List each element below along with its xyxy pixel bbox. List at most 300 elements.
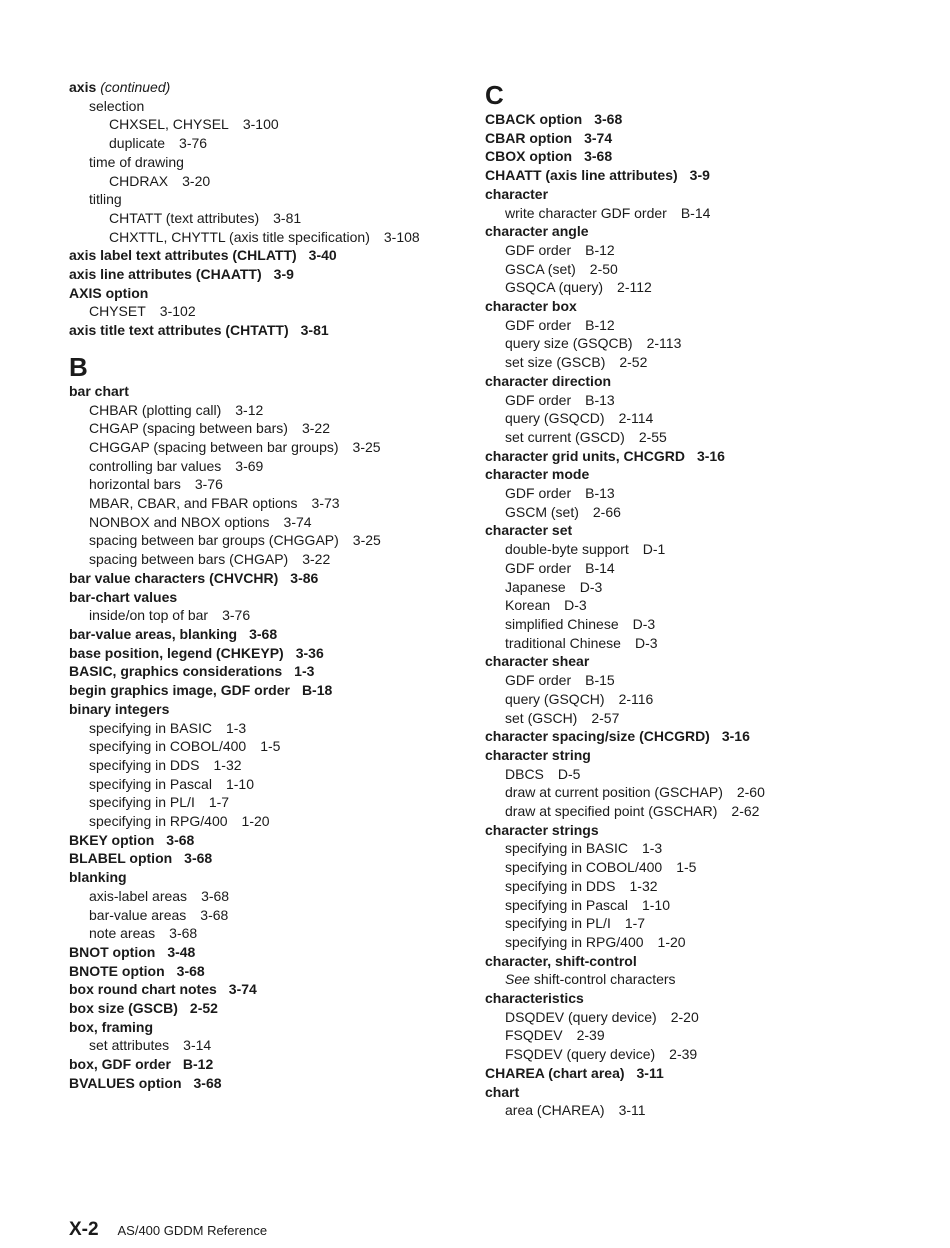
page-reference: 3-68 — [166, 831, 195, 848]
index-subentry — [485, 1045, 905, 1064]
entry-term: CHBAR (plotting call) — [89, 401, 222, 418]
entry-term: box round chart notes — [69, 981, 217, 998]
index-entry — [485, 110, 905, 129]
page-reference: 2-20 — [670, 1008, 699, 1025]
index-subentry — [69, 134, 469, 153]
index-entry — [485, 1064, 905, 1083]
entry-term: GSQCA (query) — [505, 279, 604, 296]
page-reference: 2-55 — [638, 428, 667, 445]
entry-term: BNOT option — [69, 943, 156, 960]
entry-term: GSCA (set) — [505, 260, 576, 277]
entry-term: query size (GSQCB) — [505, 335, 633, 352]
section-spacer — [69, 340, 469, 352]
page-reference: D-1 — [642, 541, 666, 558]
page-reference: 3-16 — [696, 447, 725, 464]
index-entry — [69, 980, 469, 999]
entry-term: area (CHAREA) — [505, 1102, 605, 1119]
page-reference: 3-16 — [721, 728, 750, 745]
entry-term: titling — [89, 191, 122, 208]
index-entry — [69, 382, 469, 401]
index-entry — [69, 943, 469, 962]
entry-term: axis-label areas — [89, 887, 188, 904]
page-reference: 1-5 — [676, 859, 697, 876]
entry-term: inside/on top of bar — [89, 607, 209, 624]
page-reference: 3-68 — [249, 625, 278, 642]
index-subentry — [485, 316, 905, 335]
page-reference: B-13 — [585, 485, 615, 502]
page-reference: B-12 — [585, 316, 615, 333]
index-entry — [69, 681, 469, 700]
page-reference: 1-10 — [641, 896, 670, 913]
index-subentry — [485, 278, 905, 297]
index-subentry — [485, 615, 905, 634]
page-reference: B-15 — [585, 672, 615, 689]
index-entry — [69, 1018, 469, 1037]
page-reference: 1-3 — [641, 840, 663, 857]
index-subentry — [69, 475, 469, 494]
index-subentry — [69, 228, 469, 247]
index-subentry — [69, 550, 469, 569]
index-subentry — [69, 153, 469, 172]
page-reference: 3-11 — [618, 1102, 646, 1119]
entry-term: write character GDF order — [505, 204, 667, 221]
entry-term: BVALUES option — [69, 1074, 182, 1091]
entry-term: CHXSEL, CHYSEL — [109, 116, 229, 133]
index-subentry — [485, 578, 905, 597]
see-reference-label: See — [505, 971, 530, 988]
index-column-left — [69, 78, 469, 1093]
index-entry — [69, 644, 469, 663]
page-reference: 3-68 — [176, 962, 205, 979]
index-subentry — [485, 914, 905, 933]
index-entry — [69, 246, 469, 265]
entry-term: Korean — [505, 597, 551, 614]
index-subentry — [485, 260, 905, 279]
entry-term: FSQDEV — [505, 1027, 563, 1044]
index-entry — [69, 625, 469, 644]
entry-term: character direction — [485, 372, 612, 389]
entry-term: axis title text attributes (CHTATT) — [69, 322, 289, 339]
page-reference: B-13 — [585, 391, 615, 408]
index-entry — [69, 962, 469, 981]
page-reference: 3-14 — [183, 1037, 212, 1054]
page-reference: 3-20 — [182, 172, 211, 189]
index-entry — [69, 1074, 469, 1093]
index-subentry — [69, 737, 469, 756]
index-entry — [485, 746, 905, 765]
entry-term: character strings — [485, 821, 599, 838]
entry-term: controlling bar values — [89, 457, 222, 474]
index-subentry — [69, 302, 469, 321]
index-subentry — [69, 719, 469, 738]
page-reference: 3-68 — [201, 887, 230, 904]
page-reference: 3-68 — [200, 906, 229, 923]
index-entry — [485, 447, 905, 466]
page-footer — [69, 1219, 267, 1241]
page-reference: 2-39 — [669, 1046, 698, 1063]
entry-term: BLABEL option — [69, 850, 173, 867]
index-subentry — [485, 1026, 905, 1045]
page-reference: 2-39 — [576, 1027, 605, 1044]
entry-term: time of drawing — [89, 153, 184, 170]
entry-term: horizontal bars — [89, 476, 181, 493]
page-reference: 1-20 — [657, 933, 686, 950]
index-subentry — [69, 531, 469, 550]
continued-label: (continued) — [100, 79, 171, 95]
index-entry — [485, 465, 905, 484]
page-reference: 3-40 — [308, 247, 337, 264]
entry-term: character box — [485, 298, 577, 315]
page-reference: 3-86 — [290, 569, 319, 586]
entry-term: box, framing — [69, 1018, 154, 1035]
entry-term: Japanese — [505, 578, 566, 595]
index-subentry — [485, 559, 905, 578]
index-entry — [485, 372, 905, 391]
index-subentry — [485, 802, 905, 821]
entry-term: DSQDEV (query device) — [505, 1008, 657, 1025]
index-entry — [69, 284, 469, 303]
index-entry — [69, 700, 469, 719]
index-entry — [69, 831, 469, 850]
entry-term: CHXTTL, CHYTTL (axis title specification) — [109, 228, 370, 245]
entry-term: CHGAP (spacing between bars) — [89, 420, 288, 437]
index-subentry — [485, 783, 905, 802]
entry-term: bar-chart values — [69, 588, 178, 605]
index-subentry — [485, 765, 905, 784]
index-subentry — [485, 596, 905, 615]
entry-term: traditional Chinese — [505, 634, 621, 651]
index-entry — [485, 727, 905, 746]
index-subentry — [485, 484, 905, 503]
index-subentry — [69, 97, 469, 116]
index-subentry — [485, 428, 905, 447]
page-reference: 1-20 — [241, 813, 270, 830]
page-reference: D-3 — [564, 597, 587, 614]
page-reference: 3-25 — [352, 438, 381, 455]
index-subentry — [485, 858, 905, 877]
entry-term: CHAREA (chart area) — [485, 1064, 625, 1081]
page-reference: B-14 — [680, 204, 711, 221]
entry-term: BASIC, graphics considerations — [69, 663, 283, 680]
page-reference: 3-81 — [300, 322, 329, 339]
entry-term: box size (GSCB) — [69, 1000, 178, 1017]
entry-term: specifying in BASIC — [505, 840, 628, 857]
index-entry — [69, 321, 469, 340]
entry-term: CHYSET — [89, 303, 146, 320]
entry-term: GSCM (set) — [505, 503, 579, 520]
entry-term: selection — [89, 97, 145, 114]
page-reference: 1-32 — [629, 877, 658, 894]
entry-term: bar-value areas, blanking — [69, 625, 238, 642]
page-reference: 1-7 — [624, 915, 646, 932]
page-reference: 3-48 — [167, 943, 196, 960]
page-reference: 3-68 — [584, 148, 613, 165]
index-subentry — [485, 1101, 905, 1120]
index-column-right — [485, 78, 905, 1120]
section-letter: B — [69, 351, 88, 382]
entry-term: specifying in DDS — [505, 877, 616, 894]
index-subentry — [485, 334, 905, 353]
entry-term: CHGGAP (spacing between bar groups) — [89, 438, 339, 455]
index-subentry — [485, 241, 905, 260]
index-subentry — [485, 839, 905, 858]
index-subentry — [69, 887, 469, 906]
entry-term: note areas — [89, 925, 156, 942]
page-reference: B-12 — [182, 1056, 214, 1073]
page-reference: 2-114 — [618, 410, 654, 427]
entry-term: GDF order — [505, 241, 572, 258]
entry-term: character spacing/size (CHCGRD) — [485, 728, 710, 745]
index-entry — [485, 821, 905, 840]
index-subentry — [69, 775, 469, 794]
page-reference: 3-74 — [283, 513, 312, 530]
entry-term: blanking — [69, 869, 127, 886]
entry-term: begin graphics image, GDF order — [69, 682, 290, 699]
page-reference: 3-108 — [383, 228, 420, 245]
page-reference: B-18 — [301, 682, 333, 699]
entry-term: BNOTE option — [69, 962, 165, 979]
index-entry — [485, 129, 905, 148]
entry-term: specifying in Pascal — [505, 896, 628, 913]
index-subentry — [485, 877, 905, 896]
entry-term: character angle — [485, 223, 589, 240]
index-subentry — [485, 1008, 905, 1027]
entry-term: bar chart — [69, 382, 129, 399]
page-reference: 3-81 — [273, 209, 302, 226]
entry-term: shift-control characters — [533, 971, 676, 988]
entry-term: binary integers — [69, 700, 170, 717]
index-entry — [69, 1055, 469, 1074]
index-subentry — [485, 391, 905, 410]
index-entry — [485, 222, 905, 241]
entry-term: query (GSQCD) — [505, 410, 605, 427]
page-reference: 1-5 — [260, 738, 281, 755]
index-subentry — [485, 204, 905, 223]
page-reference: 2-112 — [617, 279, 652, 296]
index-entry — [69, 849, 469, 868]
entry-term: character string — [485, 746, 591, 763]
index-entry — [485, 952, 905, 971]
index-entry — [485, 652, 905, 671]
page-reference: 2-52 — [189, 1000, 218, 1017]
page-reference: 3-22 — [302, 551, 331, 568]
page-reference: 2-60 — [736, 784, 765, 801]
entry-term: spacing between bars (CHGAP) — [89, 551, 289, 568]
page-reference: 3-73 — [311, 495, 340, 512]
page-reference: 2-116 — [618, 690, 654, 707]
page-reference: D-3 — [579, 578, 603, 595]
entry-term: draw at specified point (GSCHAR) — [505, 803, 718, 820]
entry-term: character grid units, CHCGRD — [485, 447, 685, 464]
entry-term: GDF order — [505, 485, 572, 502]
page-reference: D-3 — [632, 615, 656, 632]
index-entry — [69, 662, 469, 681]
index-entry — [485, 166, 905, 185]
index-entry — [69, 265, 469, 284]
index-entry — [69, 569, 469, 588]
footer-book-title: AS/400 GDDM Reference — [117, 1223, 268, 1238]
index-subentry — [69, 457, 469, 476]
index-subentry — [69, 172, 469, 191]
index-entry — [485, 147, 905, 166]
page-reference: 3-74 — [228, 981, 257, 998]
entry-term: CBAR option — [485, 129, 573, 146]
entry-term: bar-value areas — [89, 906, 187, 923]
entry-term: characteristics — [485, 990, 584, 1007]
entry-term: set size (GSCB) — [505, 354, 606, 371]
entry-term: character set — [485, 522, 573, 539]
page-reference: B-12 — [585, 241, 615, 258]
index-entry — [485, 1083, 905, 1102]
entry-term: draw at current position (GSCHAP) — [505, 784, 723, 801]
index-subentry — [69, 513, 469, 532]
entry-term: character — [485, 185, 549, 202]
index-subentry — [69, 190, 469, 209]
index-subentry — [485, 634, 905, 653]
page-reference: 3-68 — [193, 1074, 222, 1091]
index-subentry — [485, 353, 905, 372]
entry-term: MBAR, CBAR, and FBAR options — [89, 495, 298, 512]
entry-term: chart — [485, 1083, 520, 1100]
entry-term: CHAATT (axis line attributes) — [485, 167, 678, 184]
index-subentry — [485, 409, 905, 428]
index-entry — [485, 185, 905, 204]
index-subentry — [69, 401, 469, 420]
index-subentry — [69, 924, 469, 943]
page-reference: 2-52 — [619, 354, 648, 371]
entry-term: NONBOX and NBOX options — [89, 513, 270, 530]
page-reference: 3-102 — [159, 303, 196, 320]
entry-term: character, shift-control — [485, 952, 637, 969]
entry-term: specifying in Pascal — [89, 775, 212, 792]
index-subentry — [69, 438, 469, 457]
entry-term: GDF order — [505, 316, 572, 333]
entry-term: DBCS — [505, 765, 544, 782]
entry-term: CBACK option — [485, 111, 583, 127]
page-reference: 3-12 — [235, 401, 264, 418]
index-entry — [69, 588, 469, 607]
entry-term: BKEY option — [69, 831, 155, 848]
page-reference: 1-10 — [225, 775, 254, 792]
page-reference: 3-22 — [301, 420, 330, 437]
entry-term: AXIS option — [69, 284, 149, 301]
entry-term: GDF order — [505, 672, 572, 689]
page-reference: 3-68 — [169, 925, 198, 942]
entry-term: CHTATT (text attributes) — [109, 209, 260, 226]
page-reference: 3-100 — [242, 116, 279, 133]
entry-term: specifying in PL/I — [89, 794, 195, 811]
entry-term: double-byte support — [505, 541, 629, 558]
entry-term: set attributes — [89, 1037, 170, 1054]
page-reference: 3-68 — [594, 111, 623, 127]
page-reference: 3-11 — [636, 1064, 664, 1081]
index-entry — [69, 78, 469, 97]
page-reference: 2-57 — [591, 709, 620, 726]
page-reference: 3-36 — [295, 644, 324, 661]
index-subentry — [485, 540, 905, 559]
index-subentry — [485, 970, 905, 989]
page-reference: 3-76 — [179, 135, 208, 152]
footer-page-number: X-2 — [69, 1219, 99, 1240]
index-entry — [485, 297, 905, 316]
page-reference: 1-7 — [208, 794, 230, 811]
page-reference: B-14 — [585, 559, 615, 576]
index-subentry — [485, 671, 905, 690]
index-entry — [69, 868, 469, 887]
entry-term: spacing between bar groups (CHGGAP) — [89, 532, 339, 549]
entry-term: GDF order — [505, 559, 572, 576]
page-reference: 2-50 — [589, 260, 618, 277]
entry-term: CBOX option — [485, 148, 573, 165]
index-entry — [485, 989, 905, 1008]
entry-term: bar value characters (CHVCHR) — [69, 569, 279, 586]
entry-term: set (GSCH) — [505, 709, 578, 726]
entry-term: axis line attributes (CHAATT) — [69, 266, 262, 283]
page-reference: D-3 — [634, 634, 658, 651]
entry-term: simplified Chinese — [505, 615, 619, 632]
page-reference: 3-74 — [584, 129, 613, 146]
entry-term: character mode — [485, 466, 590, 483]
entry-term: query (GSQCH) — [505, 690, 605, 707]
index-subentry — [69, 606, 469, 625]
entry-term: axis label text attributes (CHLATT) — [69, 247, 297, 264]
section-letter: C — [485, 80, 504, 110]
entry-term: GDF order — [505, 391, 572, 408]
entry-term: character shear — [485, 653, 590, 670]
entry-term: specifying in RPG/400 — [505, 933, 644, 950]
entry-term: base position, legend (CHKEYP) — [69, 644, 284, 661]
page-reference: 3-9 — [273, 266, 294, 283]
entry-term: specifying in RPG/400 — [89, 813, 228, 830]
page-reference: 2-66 — [592, 503, 621, 520]
index-subentry — [69, 115, 469, 134]
entry-term: specifying in PL/I — [505, 915, 611, 932]
page-reference: D-5 — [557, 765, 581, 782]
entry-term: set current (GSCD) — [505, 428, 625, 445]
index-subentry — [485, 503, 905, 522]
page-reference: 3-9 — [689, 167, 710, 184]
index-subentry — [485, 690, 905, 709]
page-reference: 1-3 — [294, 663, 315, 680]
index-subentry — [485, 709, 905, 728]
index-subentry — [69, 1036, 469, 1055]
index-subentry — [69, 906, 469, 925]
page-reference: 1-32 — [213, 756, 242, 773]
index-subentry — [69, 494, 469, 513]
index-subentry — [485, 933, 905, 952]
entry-term: CHDRAX — [109, 172, 169, 189]
entry-term: axis — [69, 79, 97, 95]
entry-term: duplicate — [109, 135, 166, 152]
page-reference: 1-3 — [225, 719, 247, 736]
page-reference: 2-113 — [646, 335, 682, 352]
page-reference: 3-25 — [352, 532, 381, 549]
index-entry — [69, 999, 469, 1018]
index-subentry — [69, 756, 469, 775]
page-reference: 2-62 — [731, 803, 760, 820]
entry-term: box, GDF order — [69, 1056, 171, 1073]
page-reference: 3-69 — [235, 457, 264, 474]
index-subentry — [485, 896, 905, 915]
index-entry — [485, 521, 905, 540]
page-reference: 3-76 — [222, 607, 251, 624]
entry-term: specifying in COBOL/400 — [505, 859, 663, 876]
entry-term: FSQDEV (query device) — [505, 1046, 656, 1063]
index-subentry — [69, 209, 469, 228]
entry-term: specifying in BASIC — [89, 719, 212, 736]
entry-term: specifying in COBOL/400 — [89, 738, 247, 755]
index-subentry — [69, 793, 469, 812]
